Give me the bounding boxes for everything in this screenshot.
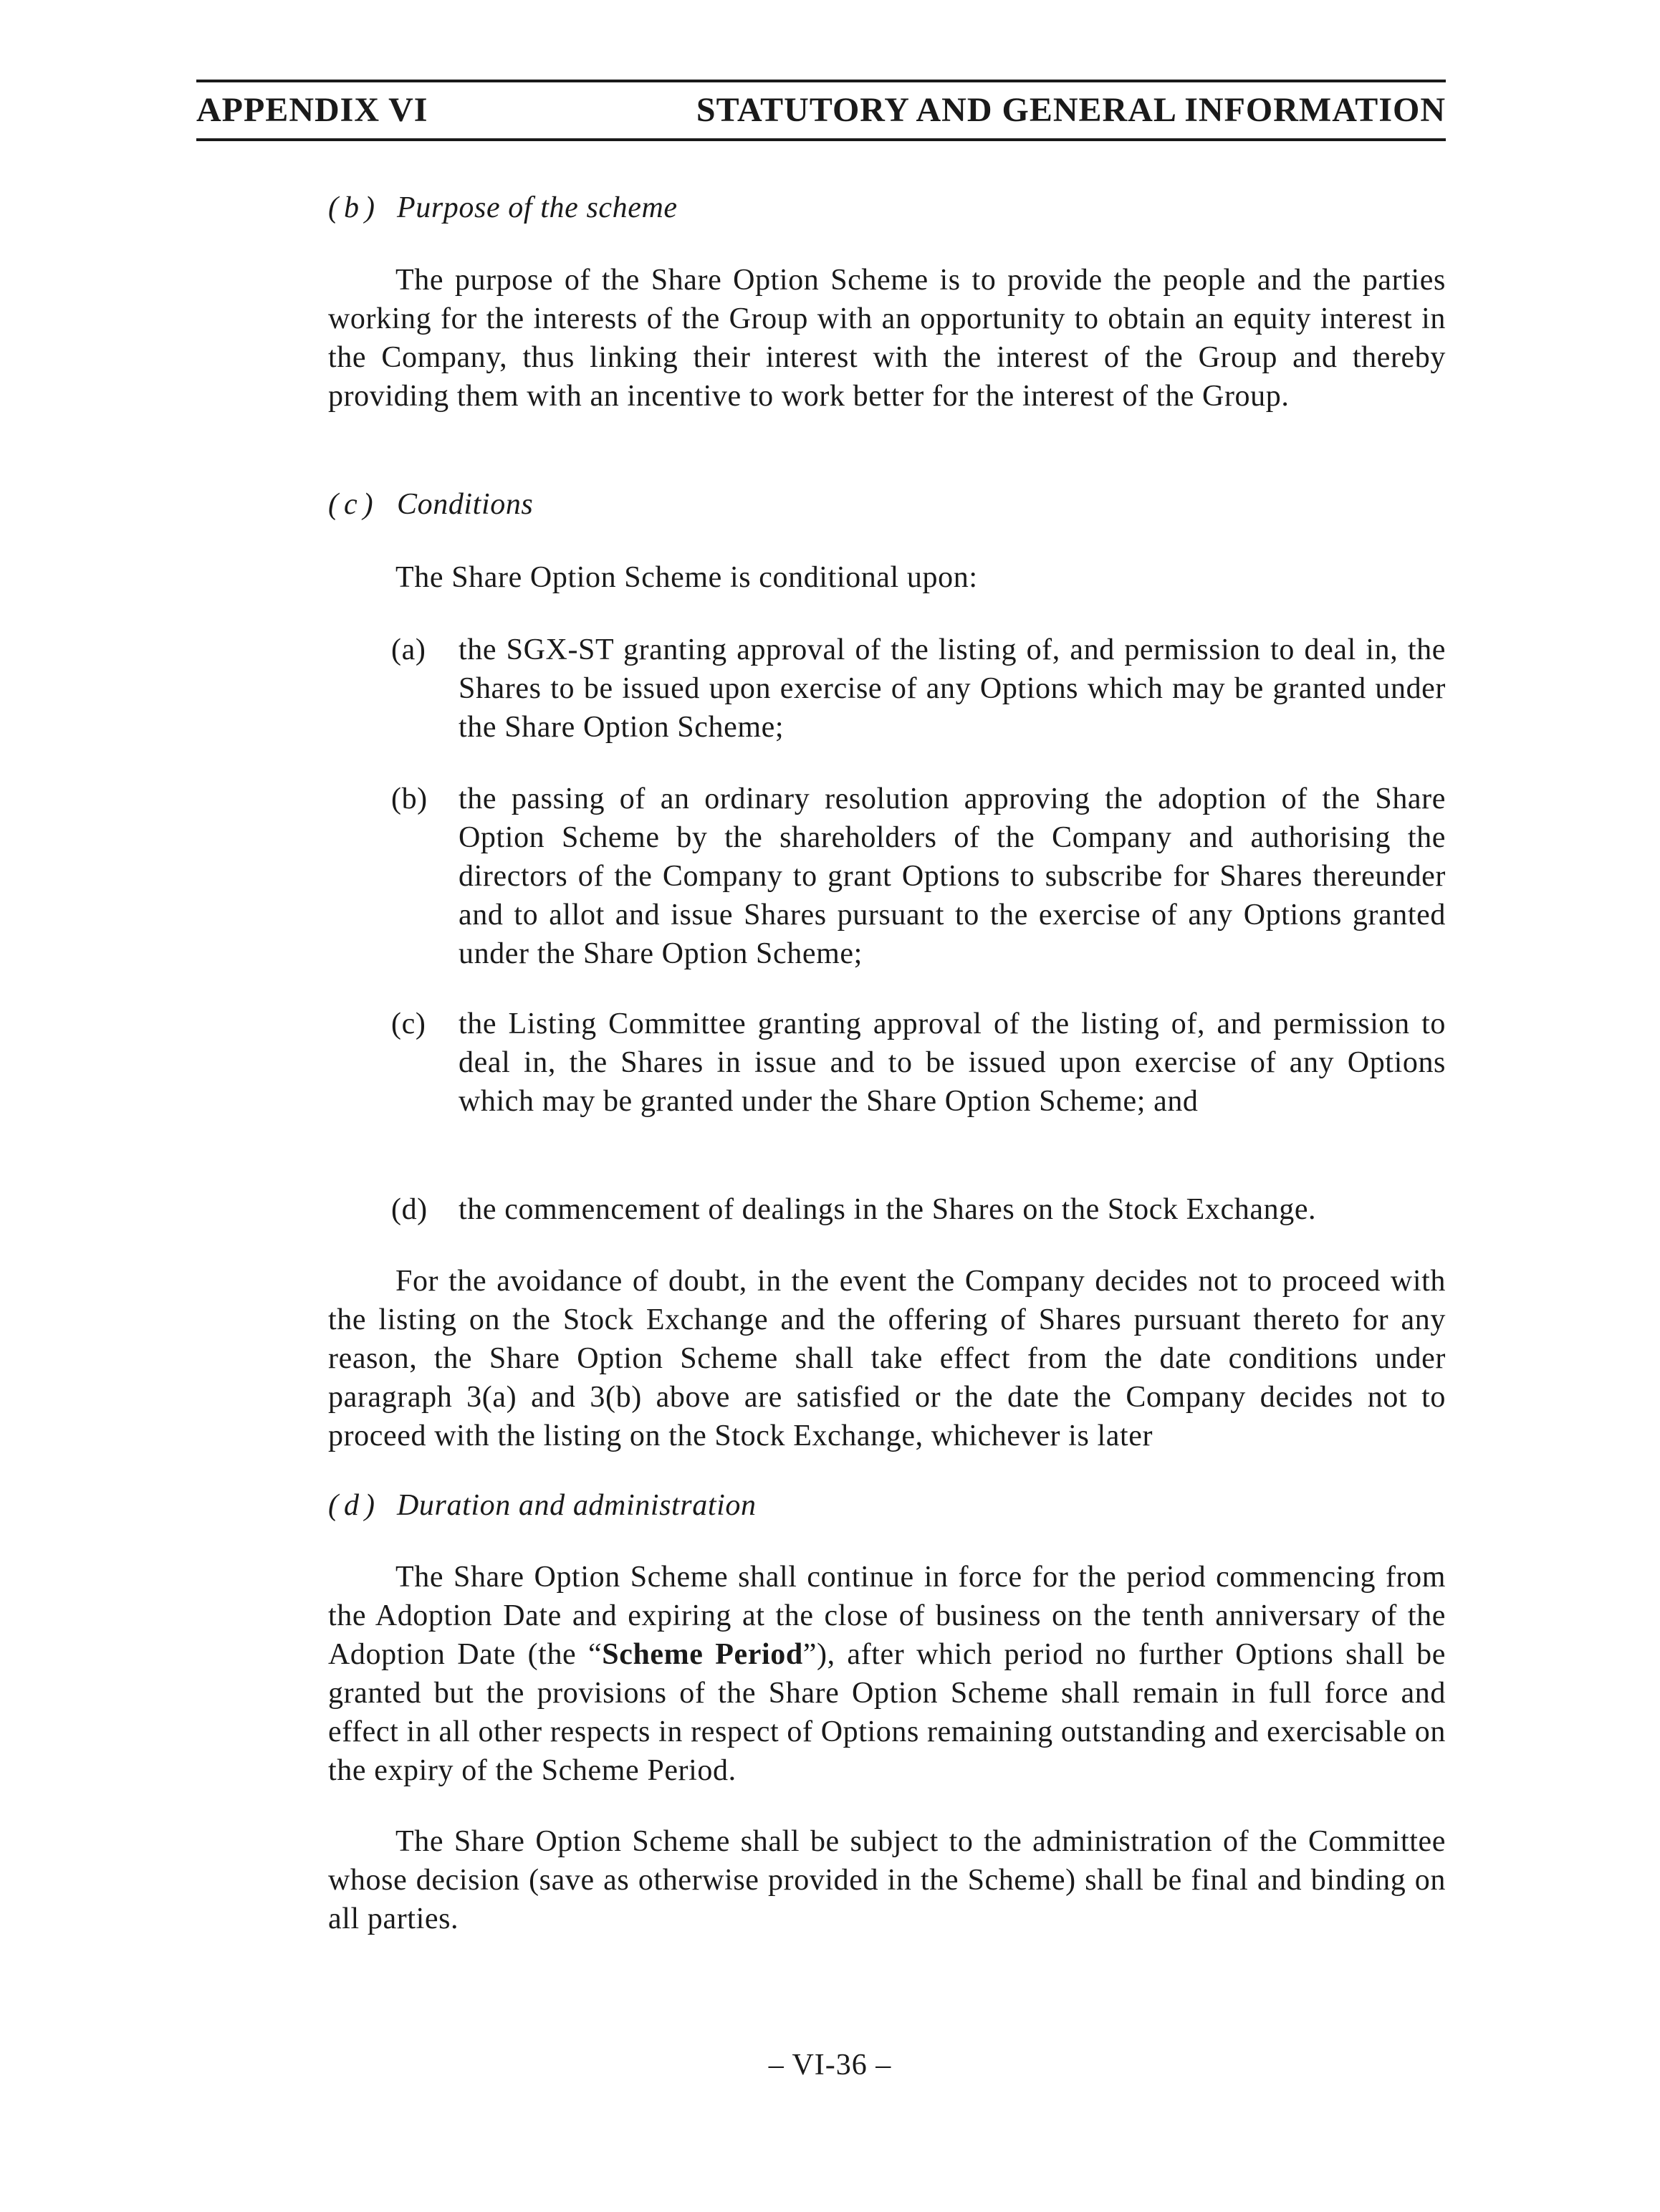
section-title: STATUTORY AND GENERAL INFORMATION: [696, 91, 1446, 129]
condition-item: [391, 631, 1446, 747]
section-c-paragraph: For the avoidance of doubt, in the event the Company decides not to proceed with the listing on the Stock Exchange and the offering of Shares pursuant thereto for any reason, the Share Option Scheme shall take effect from the date conditions under paragraph 3(a) and 3(b) above are satisfied or the date the Company decides not to proceed with the listing on the Stock Exchange, whichever is later: [328, 1265, 1446, 1452]
condition-item: [391, 1005, 1446, 1121]
condition-item-mark: (a): [391, 633, 426, 666]
section-d-text-after: ”), after which period no further Options shall be granted but the provisions of the Share Option Scheme shall remain in full force and effect in all other respects in respect of Options remaining outstanding and exercisable on the expiry of the Scheme Period.: [328, 1638, 1446, 1787]
condition-item-text: the Listing Committee granting approval of the listing of, and permission to deal in, the Shares in issue and to be issued upon exercise of any Options which may be granted under the Share Option Scheme; and: [459, 1007, 1446, 1118]
section-d-text-before: The Share Option Scheme shall continue in force for the period commencing from the Adoption Date and expiring at the close of business on the tenth anniversary of the Adoption Date (the “: [328, 1561, 1446, 1671]
defined-term-scheme-period: Scheme Period: [602, 1638, 803, 1671]
condition-item-mark: (c): [391, 1007, 426, 1040]
section-b-heading: [328, 188, 678, 227]
appendix-label: APPENDIX VI: [196, 91, 428, 129]
page-number: – VI-36 –: [768, 2049, 892, 2082]
condition-item-text: the commencement of dealings in the Shares on the Stock Exchange.: [459, 1193, 1317, 1226]
condition-item-mark: (b): [391, 782, 428, 815]
section-c-intro: The Share Option Scheme is conditional upon:: [395, 561, 978, 594]
header-top-rule: [196, 80, 1446, 82]
condition-item: [391, 1190, 1446, 1229]
section-d-paragraph-2: The Share Option Scheme shall be subject to the administration of the Committee whose decision (save as otherwise provided in the Scheme) shall be final and binding on all parties.: [328, 1825, 1446, 1935]
condition-item-text: the SGX-ST granting approval of the listing of, and permission to deal in, the Shares to be issued upon exercise of any Options which may be granted under the Share Option Scheme;: [459, 633, 1446, 744]
section-b-paragraph: The purpose of the Share Option Scheme is to provide the people and the parties working for the interests of the Group with an opportunity to obtain an equity interest in the Company, thus linking their interest with the interest of the Group and thereby providing them with an incentive to work better for the interest of the Group.: [328, 264, 1446, 413]
section-c-label: (c): [328, 488, 379, 521]
condition-item: [391, 780, 1446, 973]
section-d-paragraph-1: [328, 1558, 1446, 1790]
condition-item-mark: (d): [391, 1193, 428, 1226]
section-d-label: (d): [328, 1489, 380, 1522]
section-d-heading: [328, 1486, 757, 1525]
section-c-title: Conditions: [397, 488, 534, 521]
section-c-heading: [328, 485, 533, 524]
section-b-label: (b): [328, 191, 380, 224]
header-bottom-rule: [196, 138, 1446, 141]
section-d-title: Duration and administration: [397, 1489, 757, 1522]
condition-item-text: the passing of an ordinary resolution approving the adoption of the Share Option Scheme by the shareholders of the Company and authorising the directors of the Company to grant Options to subscribe for Shares thereunder and to allot and issue Shares pursuant to the exercise of any Options granted under the Share Option Scheme;: [459, 782, 1446, 970]
section-b-title: Purpose of the scheme: [397, 191, 678, 224]
